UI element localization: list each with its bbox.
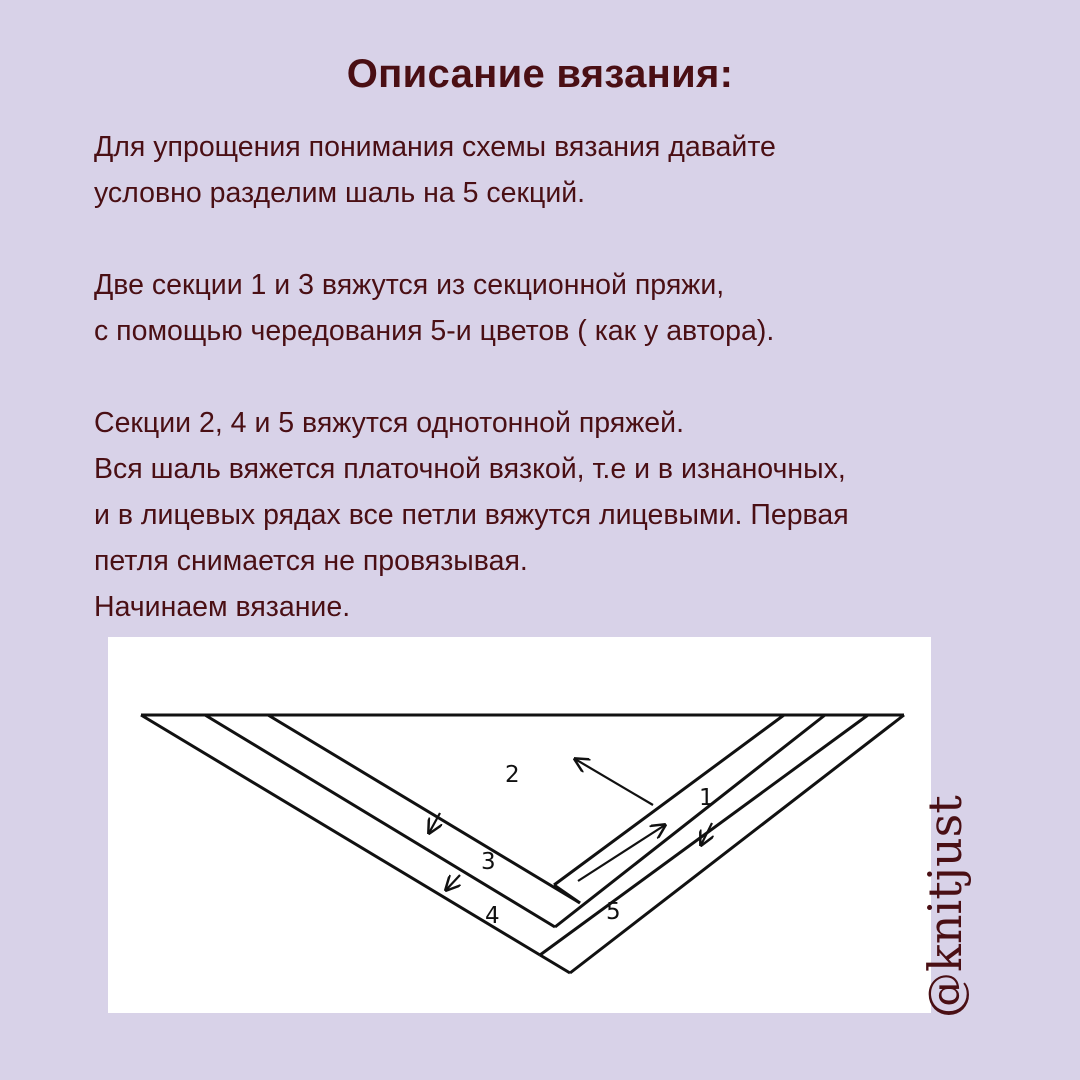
text-line: Начинаем вязание. — [94, 591, 351, 623]
text-line: Вся шаль вяжется платочной вязкой, т.е и в изнаночных, — [94, 453, 846, 485]
arrow-section-2 — [575, 759, 653, 805]
page-title: Описание вязания: — [346, 52, 734, 96]
left-line-2 — [205, 715, 555, 927]
author-handle: @knitjust — [918, 795, 972, 1018]
shawl-diagram — [108, 637, 931, 1013]
section-label-3: 3 — [481, 849, 496, 875]
text-line: Две секции 1 и 3 вяжутся из секционной пряжи, — [94, 269, 725, 301]
inner-segment — [554, 885, 580, 903]
bottom-segment — [540, 955, 570, 973]
text-line: Секции 2, 4 и 5 вяжутся однотонной пряжей. — [94, 407, 684, 439]
arrow-right-strip — [701, 823, 712, 845]
shawl-diagram-svg — [108, 637, 931, 1013]
text-line: Для упрощения понимания схемы вязания давайте — [94, 131, 776, 163]
paragraph-gap — [94, 216, 1024, 262]
arrow-left-lower — [446, 875, 460, 890]
text-line: петля снимается не провязывая. — [94, 545, 528, 577]
text-line: условно разделим шаль на 5 секций. — [94, 177, 586, 209]
section-label-5: 5 — [606, 899, 621, 925]
section-label-4: 4 — [485, 903, 500, 929]
left-line-3 — [268, 715, 580, 903]
paragraph-gap — [94, 354, 1024, 400]
text-line: с помощью чередования 5-и цветов ( как у автора). — [94, 315, 775, 347]
right-line-2 — [540, 715, 868, 955]
section-label-1: 1 — [699, 785, 714, 811]
section-label-2: 2 — [505, 762, 520, 788]
text-line: и в лицевых рядах все петли вяжутся лицевыми. Первая — [94, 499, 849, 531]
left-outer-line — [141, 715, 540, 955]
description-text — [94, 124, 1024, 630]
right-line-3 — [555, 715, 825, 927]
right-outer-line — [570, 715, 904, 973]
